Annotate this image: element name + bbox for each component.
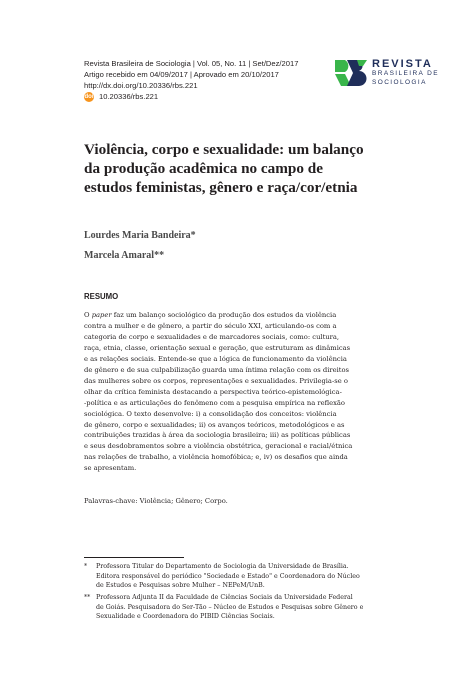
footnote-line: de Goiás. Pesquisadora do Ser-Tão – Núcleo de Estudos e Pesquisas sobre Gênero e [96,603,364,611]
footnote-divider [84,557,184,558]
doi-icon: doi [84,93,94,100]
title-line: Violência, corpo e sexualidade: um balanço [84,141,364,158]
title-line: da produção acadêmica no campo de [84,160,323,177]
abstract-line: contra a mulher e de gênero, a partir do século XXI, articulando-os com a [84,321,337,330]
footnote-2 [84,593,394,622]
abstract-heading: RESUMO [84,292,119,301]
keywords: Palavras-chave: Violência; Gênero; Corpo. [84,497,228,505]
article-title [84,140,404,197]
logo-wordmark [372,57,439,87]
abstract-line: se apresentam. [84,464,137,473]
received-approved-dates: Artigo recebido em 04/09/2017 | Aprovado em 20/10/2017 [84,70,279,79]
abstract-line: de gênero e de sua culpabilização guarda uma íntima relação com os direitos [84,365,350,374]
title-line: estudos feministas, gênero e raça/cor/etnia [84,179,358,196]
footnote-marker: ** [84,594,91,601]
article-metadata [84,58,298,102]
author-name: Lourdes Maria Bandeira* [84,230,196,241]
logo-line-3: SOCIOLOGIA [372,78,427,86]
footnote-line: Professora Titular do Departamento de Sociologia da Universidade de Brasília. [96,563,349,570]
abstract-line: categoria de corpo e sexualidades e de marcadores sociais, como: cultura, [84,332,340,341]
author-name: Marcela Amaral** [84,250,165,261]
footnote-line: Editora responsável do periódico "Sociedade e Estado" e Coordenadora do Núcleo [96,572,360,580]
footnote-line: Professora Adjunta II da Faculdade de Ciências Sociais da Universidade Federal [96,594,353,601]
abstract-line: O paper faz um balanço sociológico da produção dos estudos da violência [84,311,337,319]
author-list [84,226,196,266]
logo-line-1: REVISTA [372,57,433,70]
footnote-text [96,593,394,622]
doi-row [84,91,298,102]
footnote-line: de Estudos e Pesquisas sobre Mulher – NEPeM/UnB. [96,582,265,590]
footnote-marker: * [84,563,88,570]
abstract-line: das mulheres sobre os corpos, representações e sexualidades. Privilegia-se o [84,376,348,385]
emphasis: paper [91,311,112,319]
abstract-line: sociológica. O texto desenvolve: i) a consolidação dos conceitos: violência [84,409,337,418]
abstract-line: e as relações sociais. Entende-se que a lógica de funcionamento da violência [84,354,347,363]
abstract-body [84,310,390,474]
doi-short-link[interactable]: 10.20336/rbs.221 [99,92,159,101]
abstract-line: contribuições trazidas à área da sociologia brasileira; iii) as políticas públicas [84,431,351,440]
journal-logo [333,58,461,88]
abstract-line: de gênero, corpo e sexualidades; ii) os avanços teóricos, metodológicos e as [84,420,345,429]
abstract-line: olhar da crítica feminista destacando a perspectiva teórico-epistemológica- [84,387,342,396]
abstract-line: raça, etnia, classe, orientação sexual e geração, que estruturam as dinâmicas [84,343,351,352]
abstract-line: nas relações de trabalho, a violência homofóbica; e, iv) os desafios que ainda [84,453,348,462]
logo-line-2: BRASILEIRA DE [372,69,439,77]
journal-info: Revista Brasileira de Sociologia | Vol. 05, No. 11 | Set/Dez/2017 [84,59,299,68]
footnote-line: Sexualidade e Coordenadora do PIBID Ciências Sociais. [96,613,275,621]
doi-link[interactable]: http://dx.doi.org/10.20336/rbs.221 [84,81,198,90]
footnote-1 [84,562,394,591]
rbs-logo-icon [333,58,369,88]
abstract-line: -política e as articulações do fenômeno com a pesquisa empírica na reflexão [84,398,345,407]
footnote-text [96,562,394,591]
abstract-line: e seus desdobramentos sobre a violência obstétrica, geracional e racial/étnica [84,442,353,451]
